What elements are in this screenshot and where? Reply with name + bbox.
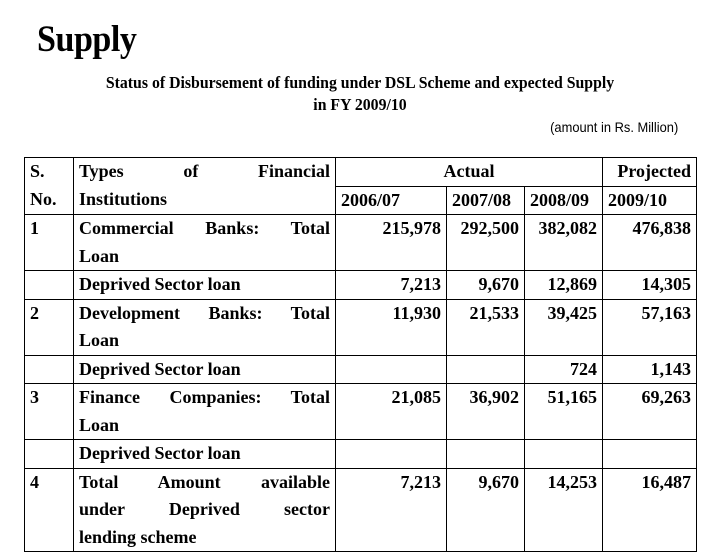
header-projected: Projected bbox=[603, 158, 697, 187]
dsl-supply-table bbox=[24, 157, 697, 552]
table-row bbox=[25, 384, 697, 440]
unit-note: (amount in Rs. Million) bbox=[549, 119, 678, 135]
row-value: 51,165 bbox=[525, 384, 603, 440]
row-value: 14,305 bbox=[603, 271, 697, 300]
header-year: 2006/07 bbox=[336, 186, 447, 215]
row-value: 215,978 bbox=[336, 215, 447, 271]
row-value: 36,902 bbox=[447, 384, 525, 440]
row-value: 12,869 bbox=[525, 271, 603, 300]
row-value: 16,487 bbox=[603, 468, 697, 552]
row-sno: 3 bbox=[25, 384, 74, 440]
header-sno: S. No. bbox=[25, 158, 74, 215]
page-title: Supply bbox=[37, 19, 137, 60]
row-value: 39,425 bbox=[525, 299, 603, 355]
table-caption bbox=[25, 72, 695, 116]
caption-line-1: Status of Disbursement of funding under DSL Scheme and expected Supply bbox=[105, 73, 615, 92]
row-type: Deprived Sector loan bbox=[74, 271, 336, 300]
table-row bbox=[25, 355, 697, 384]
row-value bbox=[525, 440, 603, 469]
caption-line-2: in FY 2009/10 bbox=[313, 95, 407, 114]
table-row bbox=[25, 440, 697, 469]
table-row bbox=[25, 215, 697, 271]
header-type: Types of Financial Institutions bbox=[74, 158, 336, 215]
row-value: 57,163 bbox=[603, 299, 697, 355]
row-value: 14,253 bbox=[525, 468, 603, 552]
row-value bbox=[336, 355, 447, 384]
row-value: 9,670 bbox=[447, 271, 525, 300]
header-year: 2009/10 bbox=[603, 186, 697, 215]
row-sno: 2 bbox=[25, 299, 74, 355]
table-row bbox=[25, 299, 697, 355]
header-year: 2008/09 bbox=[525, 186, 603, 215]
row-value bbox=[336, 440, 447, 469]
header-row-1 bbox=[25, 158, 697, 187]
row-value: 724 bbox=[525, 355, 603, 384]
row-value: 7,213 bbox=[336, 271, 447, 300]
row-value: 21,533 bbox=[447, 299, 525, 355]
row-value: 382,082 bbox=[525, 215, 603, 271]
header-year: 2007/08 bbox=[447, 186, 525, 215]
row-value: 1,143 bbox=[603, 355, 697, 384]
row-type: Deprived Sector loan bbox=[74, 440, 336, 469]
row-value bbox=[447, 355, 525, 384]
header-actual: Actual bbox=[336, 158, 603, 187]
row-type: Total Amount available under Deprived sector lending scheme bbox=[74, 468, 336, 552]
row-value: 292,500 bbox=[447, 215, 525, 271]
row-sno bbox=[25, 355, 74, 384]
table-row bbox=[25, 271, 697, 300]
row-value: 21,085 bbox=[336, 384, 447, 440]
row-value bbox=[447, 440, 525, 469]
row-type: Development Banks: Total Loan bbox=[74, 299, 336, 355]
row-type: Finance Companies: Total Loan bbox=[74, 384, 336, 440]
row-type: Commercial Banks: Total Loan bbox=[74, 215, 336, 271]
row-sno bbox=[25, 271, 74, 300]
table-row bbox=[25, 468, 697, 552]
row-value: 476,838 bbox=[603, 215, 697, 271]
row-type: Deprived Sector loan bbox=[74, 355, 336, 384]
row-value bbox=[603, 440, 697, 469]
row-value: 69,263 bbox=[603, 384, 697, 440]
row-sno: 1 bbox=[25, 215, 74, 271]
row-value: 7,213 bbox=[336, 468, 447, 552]
row-sno: 4 bbox=[25, 468, 74, 552]
row-value: 9,670 bbox=[447, 468, 525, 552]
row-value: 11,930 bbox=[336, 299, 447, 355]
row-sno bbox=[25, 440, 74, 469]
